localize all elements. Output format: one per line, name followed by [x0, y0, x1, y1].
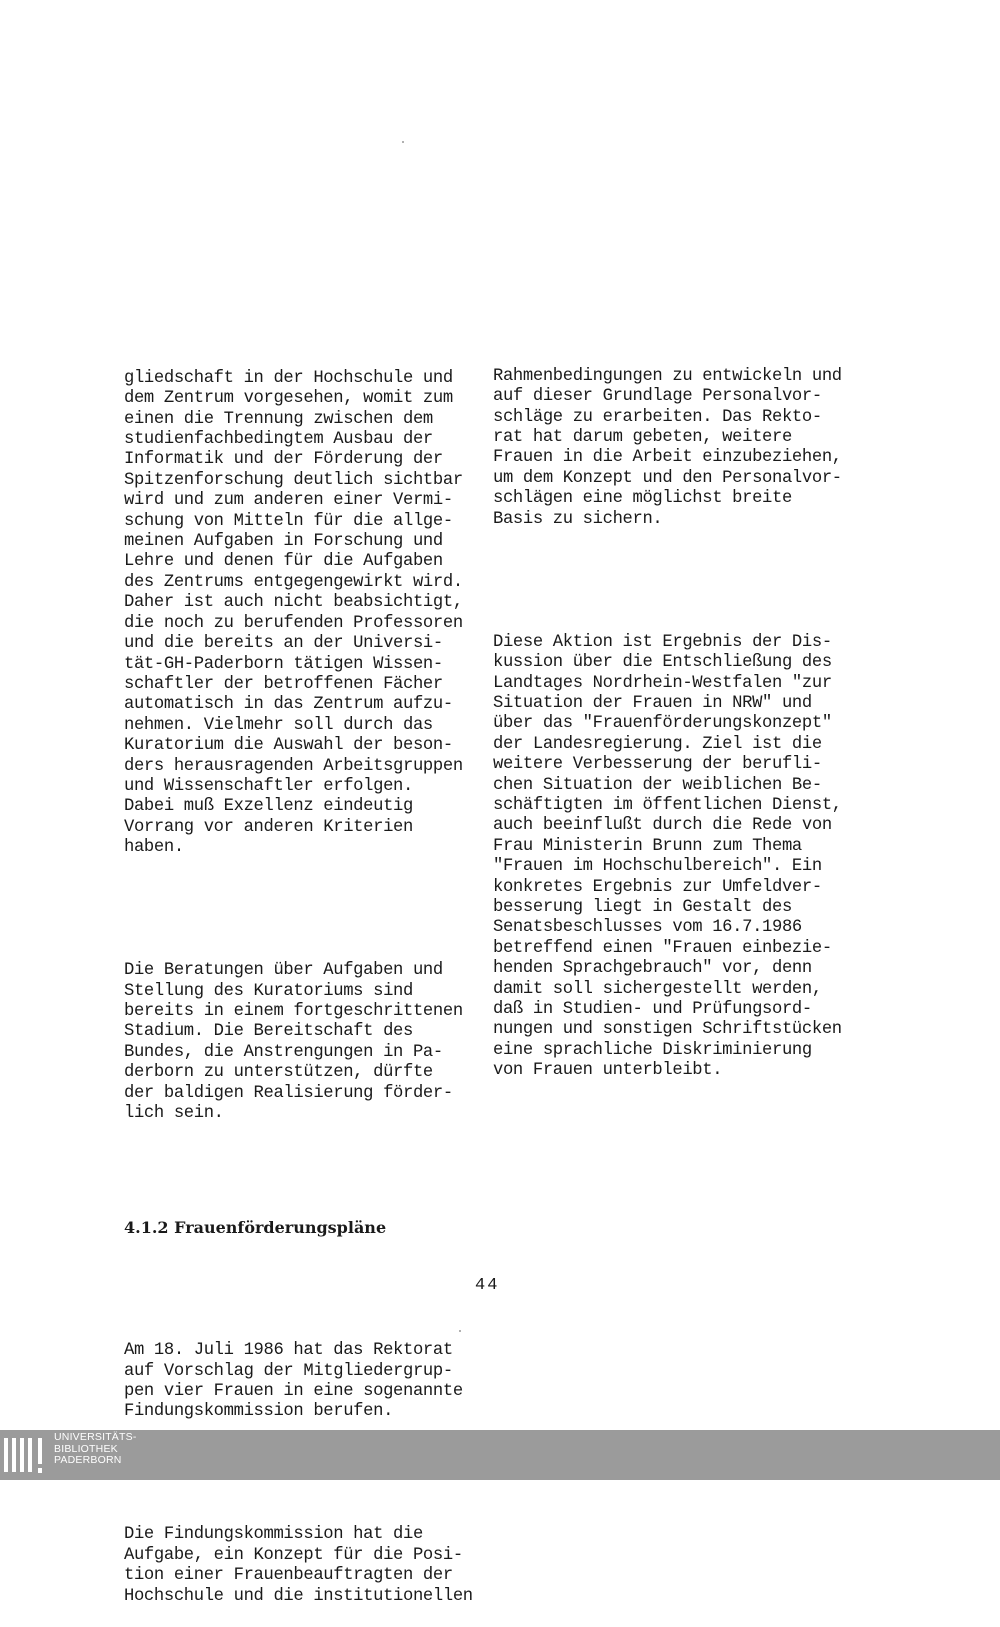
text-line: Frauen in die Arbeit einzubeziehen, — [493, 448, 842, 468]
text-line: "Frauen im Hochschulbereich". Ein — [493, 857, 822, 877]
text-line: daß in Studien- und Prüfungsord- — [493, 1000, 812, 1019]
text-line: meinen Aufgaben in Forschung und — [124, 532, 443, 552]
text-line: konkretes Ergebnis zur Umfeldver- — [493, 877, 822, 897]
right-column — [493, 326, 842, 1102]
text-line: auf Vorschlag der Mitgliedergrup- — [124, 1361, 453, 1381]
text-line: und Wissenschaftler erfolgen. — [124, 776, 413, 796]
text-line: um dem Konzept und den Personalvor- — [493, 468, 842, 488]
text-line: der Landesregierung. Ziel ist die — [493, 734, 822, 754]
right-paragraph-1 — [493, 367, 842, 530]
text-line: derborn zu unterstützen, dürfte — [124, 1063, 433, 1083]
text-line: lich sein. — [124, 1104, 224, 1124]
text-line: damit soll sichergestellt werden, — [493, 979, 822, 999]
left-paragraph-3 — [124, 1341, 473, 1423]
text-line: wird und zum anderen einer Vermi- — [124, 491, 453, 511]
text-line: Vorrang vor anderen Kriterien — [124, 817, 413, 837]
text-line: pen vier Frauen in eine sogenannte — [124, 1381, 463, 1401]
text-line: henden Sprachgebrauch" vor, denn — [493, 959, 812, 979]
text-line: Informatik und der Förderung der — [124, 450, 443, 470]
right-paragraph-2 — [493, 633, 842, 1082]
text-line: Bundes, die Anstrengungen in Pa- — [124, 1042, 443, 1062]
text-line: über das "Frauenförderungskonzept" — [493, 714, 832, 734]
text-line: die noch zu berufenden Professoren — [124, 613, 463, 633]
text-line: eine sprachliche Diskriminierung — [493, 1040, 812, 1060]
text-line: Diese Aktion ist Ergebnis der Dis- — [493, 632, 832, 652]
text-line: tät-GH-Paderborn tätigen Wissen- — [124, 654, 443, 674]
text-line: Basis zu sichern. — [493, 509, 663, 529]
text-line: Daher ist auch nicht beabsichtigt, — [124, 593, 463, 613]
text-line: dem Zentrum vorgesehen, womit zum — [124, 389, 453, 409]
text-line: Senatsbeschlusses vom 16.7.1986 — [493, 918, 802, 938]
text-line: betreffend einen "Frauen einbezie- — [493, 938, 832, 958]
logo-line: UNIVERSITÄTS- — [54, 1431, 137, 1443]
left-paragraph-2 — [124, 961, 473, 1124]
text-line: Spitzenforschung deutlich sichtbar — [124, 470, 463, 490]
text-line: Die Beratungen über Aufgaben und — [124, 961, 443, 981]
section-heading: 4.1.2 Frauenförderungspläne — [124, 1218, 387, 1238]
text-line: weitere Verbesserung der berufli- — [493, 755, 822, 775]
text-line: schlägen eine möglichst breite — [493, 489, 792, 509]
text-line: von Frauen unterbleibt. — [493, 1061, 723, 1081]
left-paragraph-4 — [124, 1525, 473, 1607]
text-line: Die Findungskommission hat die — [124, 1525, 423, 1545]
text-line: des Zentrums entgegengewirkt wird. — [124, 572, 463, 592]
text-line: einen die Trennung zwischen dem — [124, 409, 433, 429]
scan-speck — [459, 1330, 461, 1332]
text-line: Hochschule und die institutionellen — [124, 1586, 473, 1606]
text-line: Aufgabe, ein Konzept für die Posi- — [124, 1545, 463, 1565]
text-line: schläge zu erarbeiten. Das Rekto- — [493, 407, 822, 427]
text-line: haben. — [124, 838, 184, 858]
left-paragraph-1 — [124, 369, 473, 859]
text-line: der baldigen Realisierung förder- — [124, 1083, 453, 1103]
text-line: schäftigten im öffentlichen Dienst, — [493, 795, 842, 815]
logo-line: PADERBORN — [54, 1454, 122, 1466]
scan-speck — [402, 141, 404, 143]
text-line: auf dieser Grundlage Personalvor- — [493, 387, 822, 407]
text-line: Situation der Frauen in NRW" und — [493, 693, 812, 713]
text-line: auch beeinflußt durch die Rede von — [493, 816, 832, 836]
text-line: nungen und sonstigen Schriftstücken — [493, 1020, 842, 1040]
text-line: besserung liegt in Gestalt des — [493, 897, 792, 917]
text-line: Rahmenbedingungen zu entwickeln und — [493, 366, 842, 386]
text-line: bereits in einem fortgeschrittenen — [124, 1002, 463, 1021]
text-line: automatisch in das Zentrum aufzu- — [124, 695, 453, 715]
text-line: kussion über die Entschließung des — [493, 653, 832, 673]
text-line: Findungskommission berufen. — [124, 1402, 394, 1422]
text-line: Kuratorium die Auswahl der beson- — [124, 736, 453, 756]
text-line: schaftler der betroffenen Fächer — [124, 674, 443, 694]
text-line: und die bereits an der Universi- — [124, 634, 443, 654]
text-line: tion einer Frauenbeauftragten der — [124, 1566, 453, 1586]
text-line: Am 18. Juli 1986 hat das Rektorat — [124, 1341, 453, 1361]
library-footer — [0, 1430, 1000, 1480]
text-line: ders herausragenden Arbeitsgruppen — [124, 756, 463, 776]
logo-line: BIBLIOTHEK — [54, 1442, 118, 1455]
page-number: 44 — [475, 1276, 500, 1295]
text-line: rat hat darum gebeten, weitere — [493, 428, 792, 448]
text-line: Dabei muß Exzellenz eindeutig — [124, 797, 413, 817]
text-line: chen Situation der weiblichen Be- — [493, 775, 822, 795]
text-line: Stellung des Kuratoriums sind — [124, 981, 413, 1001]
text-line: studienfachbedingtem Ausbau der — [124, 430, 433, 450]
text-line: Landtages Nordrhein-Westfalen "zur — [493, 673, 832, 693]
library-logo-text — [54, 1432, 137, 1467]
text-line: nehmen. Vielmehr soll durch das — [124, 715, 433, 735]
text-line: Lehre und denen für die Aufgaben — [124, 552, 443, 572]
text-line: gliedschaft in der Hochschule und — [124, 368, 453, 388]
text-line: Stadium. Die Bereitschaft des — [124, 1022, 413, 1042]
text-line: Frau Ministerin Brunn zum Thema — [493, 836, 802, 856]
text-line: schung von Mitteln für die allge- — [124, 511, 453, 531]
